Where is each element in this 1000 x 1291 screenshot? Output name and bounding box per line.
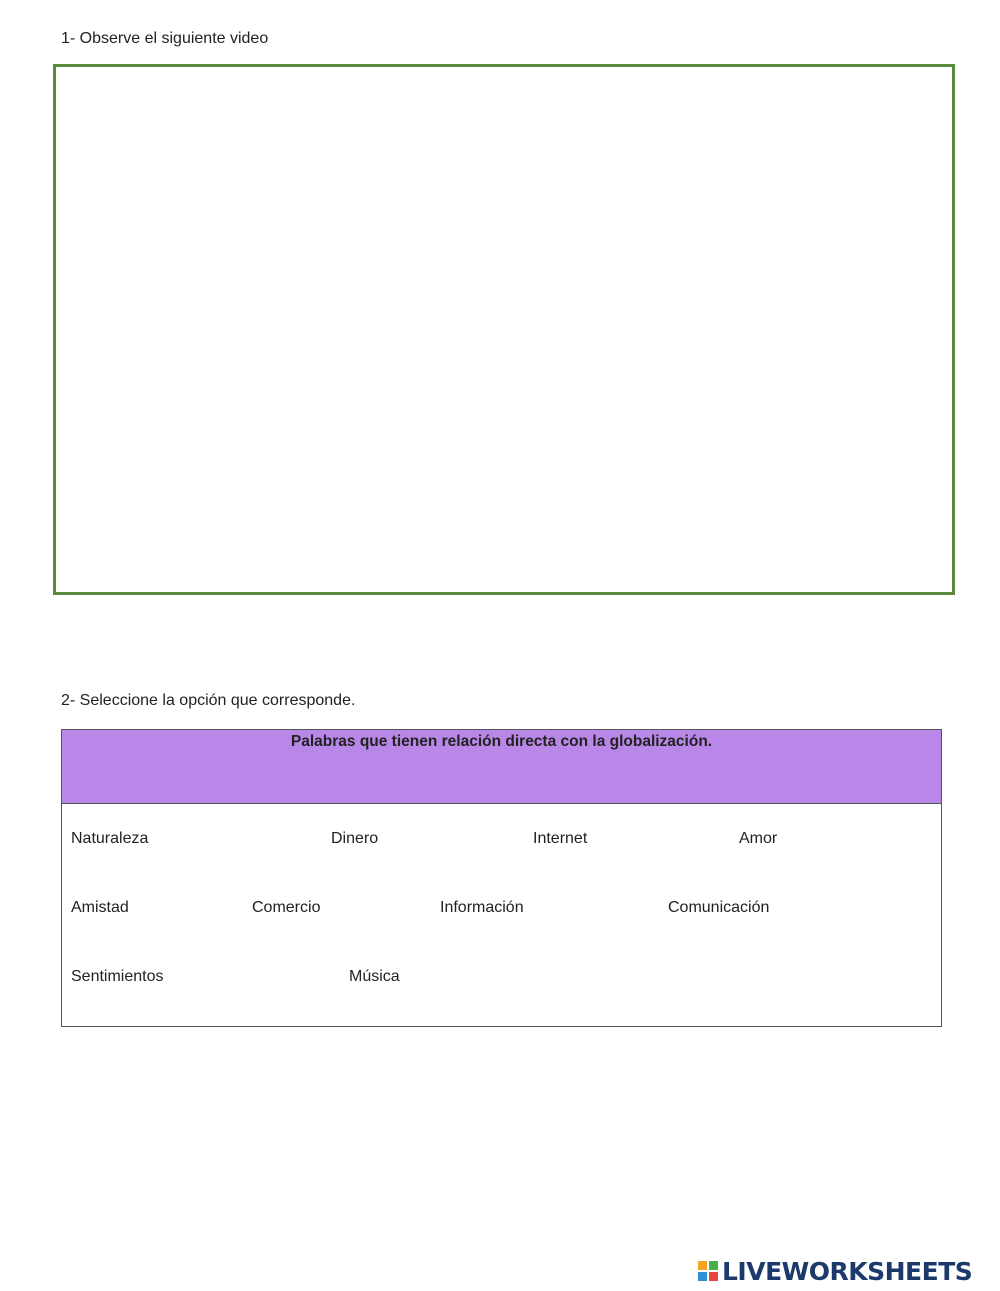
question-2-label: 2- Seleccione la opción que corresponde.	[61, 692, 356, 709]
question-1-label: 1- Observe el siguiente video	[61, 30, 269, 47]
liveworksheets-logo	[697, 1256, 972, 1286]
word-option-musica[interactable]: Música	[349, 968, 400, 985]
word-option-internet[interactable]: Internet	[533, 830, 588, 847]
word-selection-table	[61, 729, 942, 1027]
table-header-title: Palabras que tienen relación directa con la globalización.	[290, 733, 713, 750]
logo-mark-icon	[697, 1260, 719, 1282]
word-option-naturaleza[interactable]: Naturaleza	[71, 830, 149, 847]
video-player[interactable]	[53, 64, 955, 595]
word-option-dinero[interactable]: Dinero	[331, 830, 379, 847]
word-option-amor[interactable]: Amor	[739, 830, 778, 847]
word-option-sentimientos[interactable]: Sentimientos	[71, 968, 164, 985]
word-option-comunicacion[interactable]: Comunicación	[668, 899, 770, 916]
word-option-amistad[interactable]: Amistad	[71, 899, 129, 916]
logo-text: LIVEWORKSHEETS	[722, 1256, 973, 1286]
table-header	[62, 730, 941, 804]
word-option-informacion[interactable]: Información	[440, 899, 524, 916]
word-option-comercio[interactable]: Comercio	[252, 899, 321, 916]
